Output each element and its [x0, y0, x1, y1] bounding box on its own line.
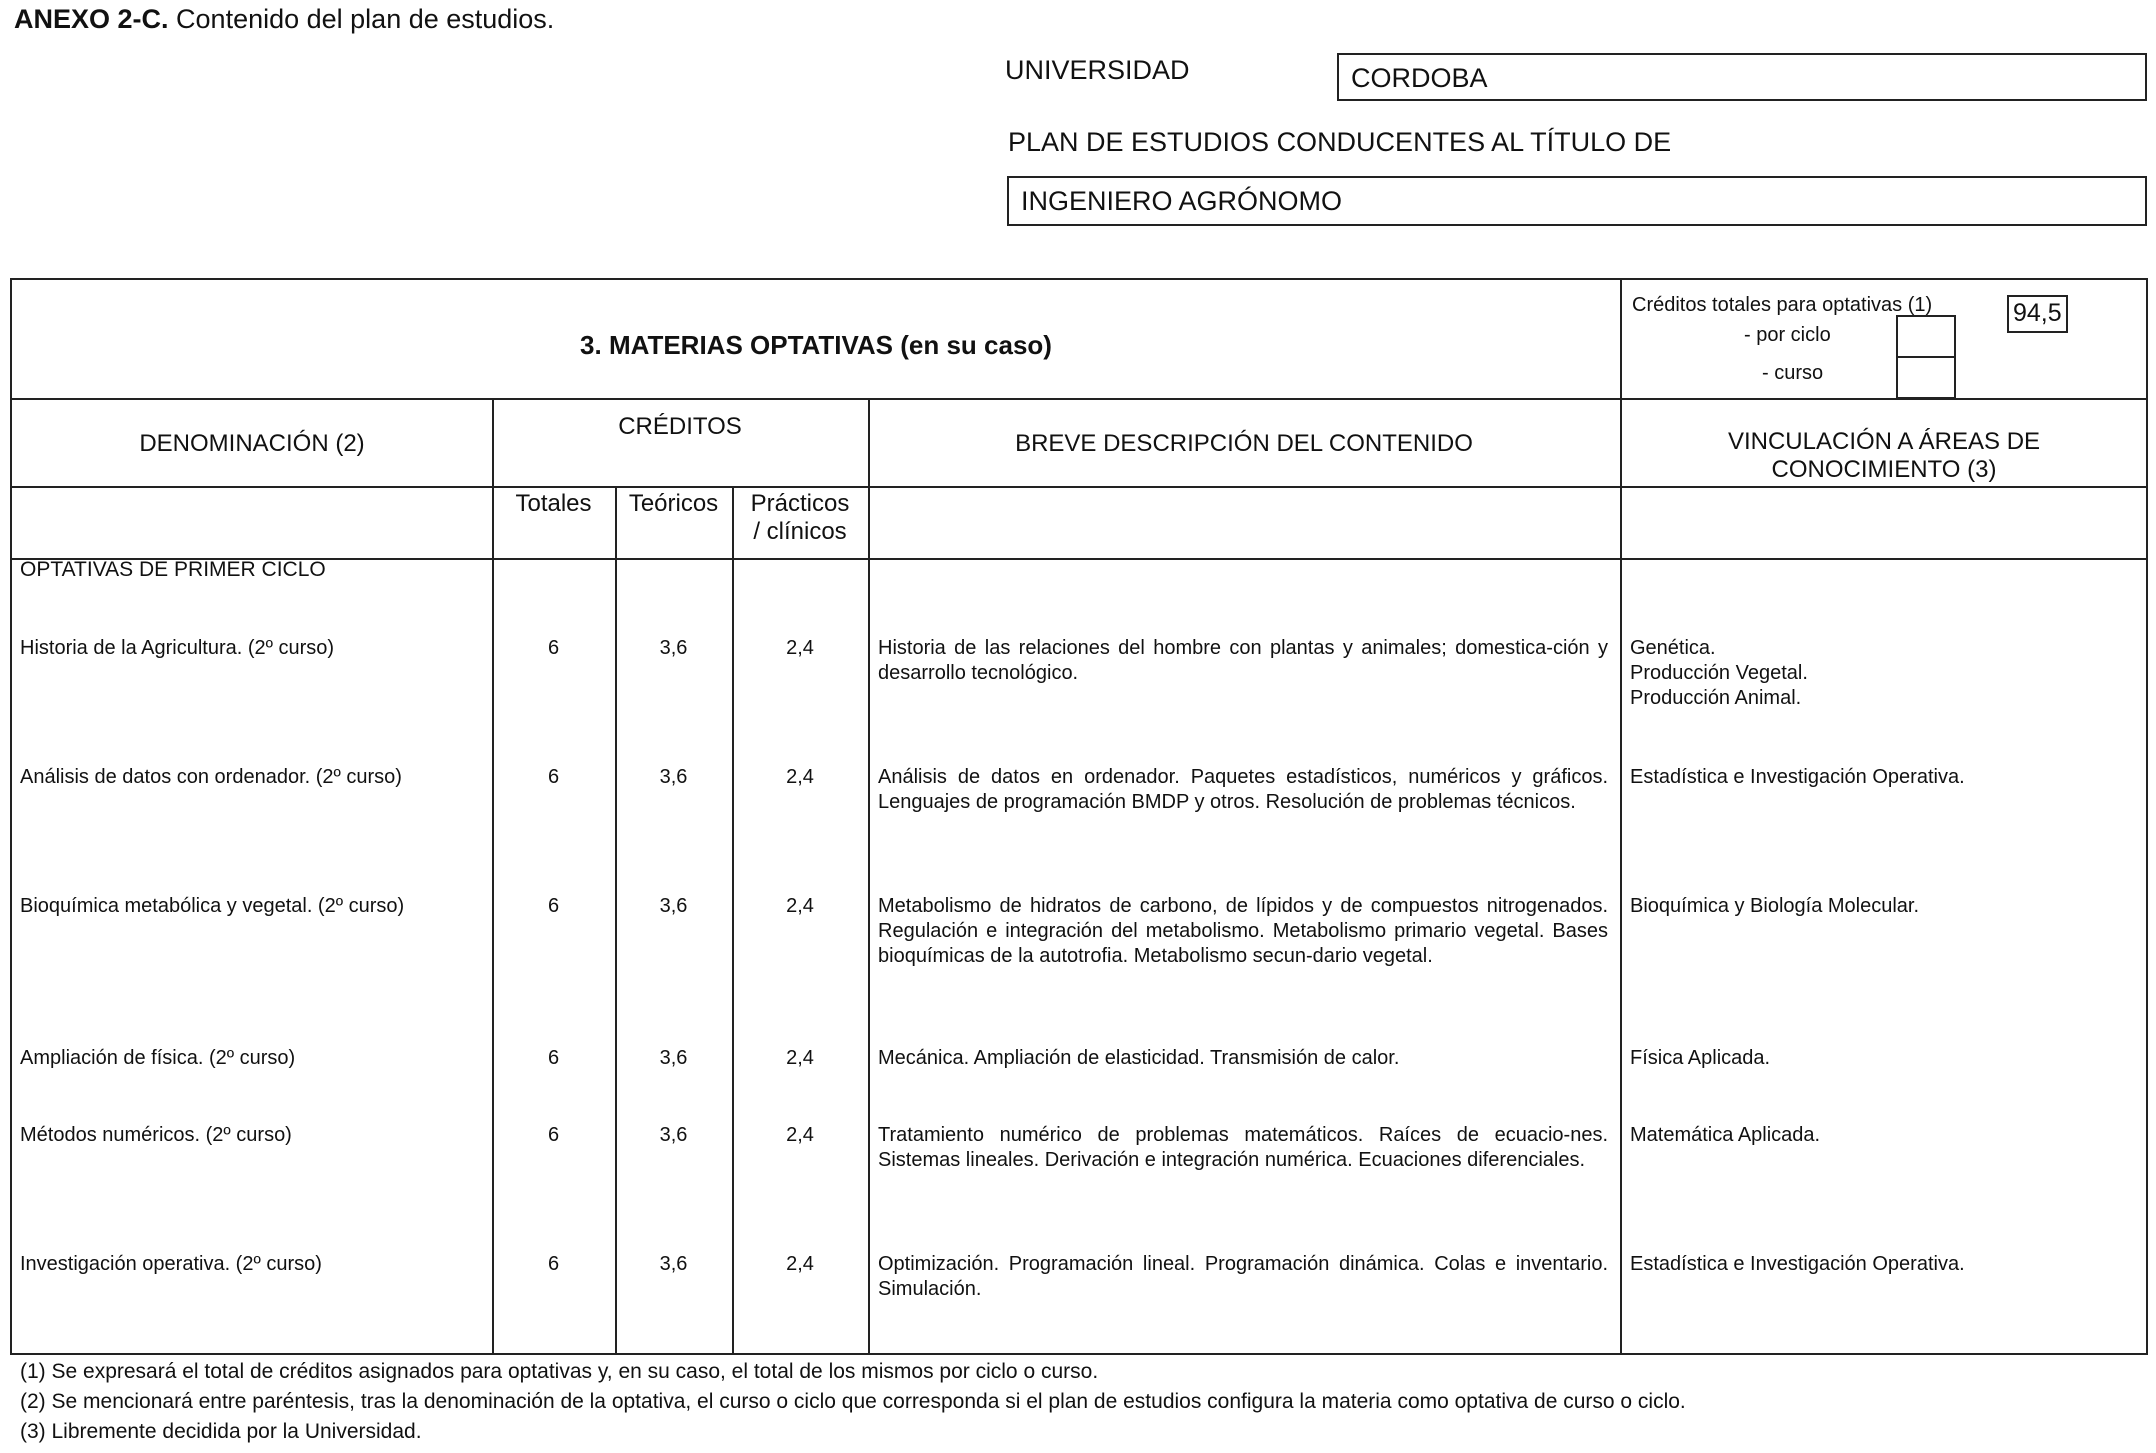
credits-total: 6	[547, 1124, 560, 1146]
col-header-vinculacion	[1620, 428, 2148, 484]
credits-total: 6	[547, 1047, 560, 1069]
subheader-practicos-line2: / clínicos	[753, 518, 847, 545]
credits-practice: 2,4	[786, 637, 814, 659]
column-divider	[615, 486, 617, 1355]
knowledge-area: Producción Animal.	[1630, 687, 1802, 709]
annex-description: Contenido del plan de estudios.	[168, 4, 555, 34]
credits-practice: 2,4	[786, 1253, 814, 1275]
credits-total: 6	[547, 766, 560, 788]
per-cycle-box	[1896, 315, 1956, 358]
content-description: Optimización. Programación lineal. Programación dinámica. Colas e inventario. Simulación.	[878, 1253, 1608, 1300]
credits-theory: 3,6	[659, 895, 688, 917]
table-title: 3. MATERIAS OPTATIVAS (en su caso)	[580, 330, 1052, 360]
footnote-3: (3) Libremente decidida por la Universidad.	[20, 1420, 422, 1443]
per-course-label: - curso	[1762, 362, 1824, 384]
col-header-denominacion: DENOMINACIÓN (2)	[139, 430, 365, 457]
table-divider	[12, 486, 2146, 488]
credits-practice: 2,4	[786, 1047, 814, 1069]
annex-label: ANEXO 2-C.	[14, 4, 169, 34]
column-divider	[868, 398, 870, 1355]
credits-practice: 2,4	[786, 895, 814, 917]
subject-name: Métodos numéricos. (2º curso)	[20, 1124, 292, 1146]
subject-name: Análisis de datos con ordenador. (2º curso)	[20, 766, 402, 788]
credits-theory: 3,6	[659, 1124, 688, 1146]
credits-theory: 3,6	[659, 637, 688, 659]
subject-name: Investigación operativa. (2º curso)	[20, 1253, 322, 1275]
subject-name: Historia de la Agricultura. (2º curso)	[20, 637, 335, 659]
subheader-teoricos: Teóricos	[628, 490, 719, 517]
knowledge-area: Estadística e Investigación Operativa.	[1630, 766, 1965, 788]
credits-practice: 2,4	[786, 1124, 814, 1146]
col-header-descripcion: BREVE DESCRIPCIÓN DEL CONTENIDO	[1015, 430, 1473, 457]
column-divider	[492, 398, 494, 1355]
annex-heading	[14, 4, 554, 35]
subject-name: Ampliación de física. (2º curso)	[20, 1047, 296, 1069]
subheader-totales: Totales	[515, 490, 592, 517]
knowledge-area: Genética.	[1630, 637, 1716, 659]
total-credits-label: Créditos totales para optativas (1)	[1632, 294, 1933, 316]
credits-theory: 3,6	[659, 766, 688, 788]
knowledge-area: Producción Vegetal.	[1630, 662, 1808, 684]
university-label: UNIVERSIDAD	[1005, 55, 1190, 85]
col-header-vinculacion-line1: VINCULACIÓN A ÁREAS DE	[1727, 428, 2041, 455]
content-description: Mecánica. Ampliación de elasticidad. Transmisión de calor.	[878, 1047, 1400, 1069]
credits-theory: 3,6	[659, 1047, 688, 1069]
knowledge-area: Bioquímica y Biología Molecular.	[1630, 895, 1920, 917]
footnote-1: (1) Se expresará el total de créditos asignados para optativas y, en su caso, el total de los mismos por ciclo o curso.	[20, 1360, 1099, 1383]
content-description: Análisis de datos en ordenador. Paquetes estadísticos, numéricos y gráficos. Lenguajes de programación BMDP y otros. Resolución de problemas técnicos.	[878, 766, 1608, 813]
content-description: Tratamiento numérico de problemas matemáticos. Raíces de ecuacio-nes. Sistemas lineales. Derivación e integración numérica. Ecuaciones diferenciales.	[878, 1124, 1608, 1171]
per-course-box	[1896, 356, 1956, 399]
subject-name: Bioquímica metabólica y vegetal. (2º curso)	[20, 895, 405, 917]
section-label: OPTATIVAS DE PRIMER CICLO	[20, 558, 326, 581]
per-cycle-label: - por ciclo	[1744, 324, 1831, 346]
col-header-creditos: CRÉDITOS	[618, 413, 742, 440]
footnote-2: (2) Se mencionará entre paréntesis, tras la denominación de la optativa, el curso o ciclo que corresponda si el plan de estudios configura la materia como optativa de curso o ciclo.	[20, 1390, 1686, 1413]
knowledge-area: Estadística e Investigación Operativa.	[1630, 1253, 1965, 1275]
content-description: Historia de las relaciones del hombre con plantas y animales; domestica-ción y desarrollo tecnológico.	[878, 637, 1608, 684]
column-divider	[732, 486, 734, 1355]
credits-practice: 2,4	[786, 766, 814, 788]
table-divider	[12, 558, 2146, 560]
university-field: CORDOBA	[1337, 53, 2147, 101]
knowledge-area: Física Aplicada.	[1630, 1047, 1771, 1069]
credits-total: 6	[547, 895, 560, 917]
knowledge-area: Matemática Aplicada.	[1630, 1124, 1821, 1146]
credits-theory: 3,6	[659, 1253, 688, 1275]
total-credits-value: 94,5	[2007, 295, 2068, 333]
subheader-practicos	[732, 490, 868, 546]
col-header-vinculacion-line2: CONOCIMIENTO (3)	[1771, 456, 1997, 483]
credits-total: 6	[547, 1253, 560, 1275]
credits-total: 6	[547, 637, 560, 659]
subheader-practicos-line1: Prácticos	[750, 490, 850, 517]
degree-title-field: INGENIERO AGRÓNOMO	[1007, 176, 2147, 226]
table-divider	[12, 398, 2146, 400]
degree-plan-label: PLAN DE ESTUDIOS CONDUCENTES AL TÍTULO DE	[1008, 127, 1672, 157]
knowledge-areas	[1630, 636, 1808, 711]
content-description: Metabolismo de hidratos de carbono, de lípidos y de compuestos nitrogenados. Regulación e integración del metabolismo. Metabolismo primario vegetal. Bases bioquímicas de la autotrofia. Metabolismo secun-dario vegetal.	[878, 895, 1608, 967]
optional-subjects-table	[10, 278, 2148, 1355]
